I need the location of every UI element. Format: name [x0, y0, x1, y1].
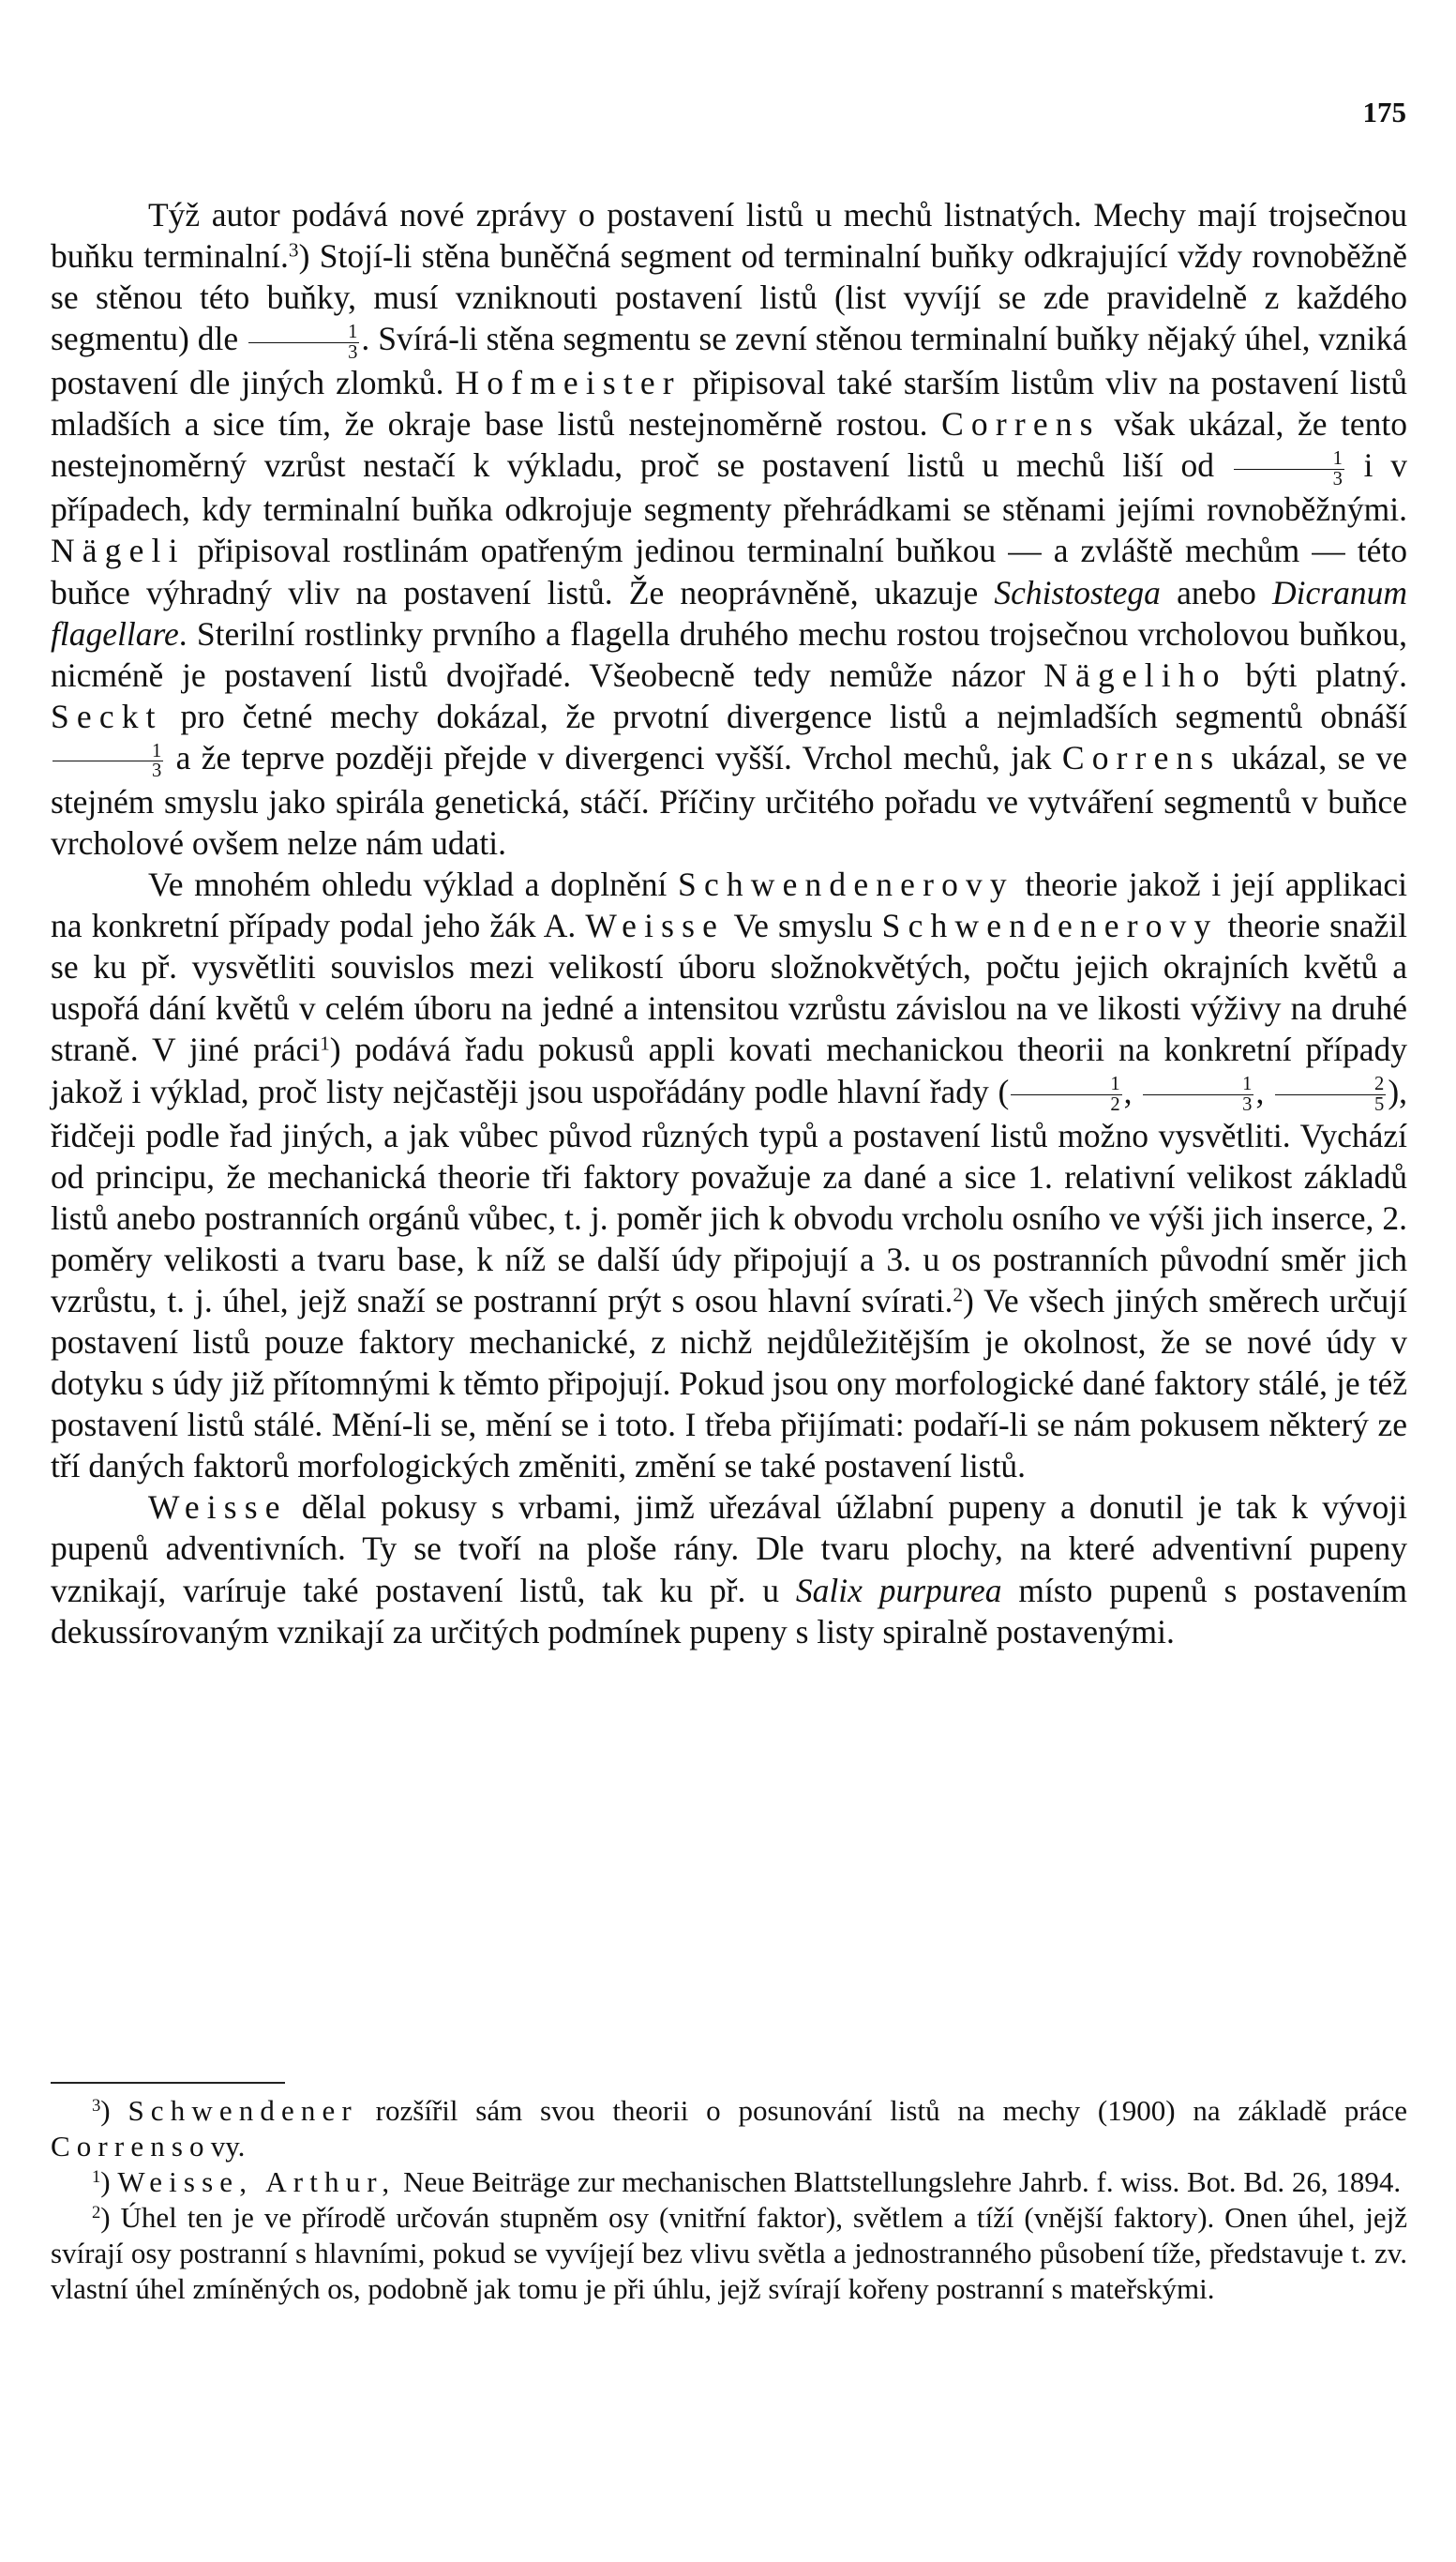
- fraction: [1275, 1075, 1386, 1114]
- footnote: [51, 2093, 1407, 2164]
- spaced-name: Correns: [941, 405, 1101, 444]
- footnote-ref: 3: [92, 2095, 101, 2116]
- text-run: rozšířil sám svou theorii o posunování listů na mechy (1900) na základě práce: [357, 2094, 1407, 2127]
- fraction-numerator: 1: [248, 323, 359, 343]
- spaced-name: Schwendener: [128, 2094, 358, 2127]
- footnote: [51, 2200, 1407, 2307]
- footnote-ref: 1: [92, 2166, 101, 2187]
- fraction: [248, 323, 359, 362]
- text-run: dělal pokusy s vrbami, jimž uřezával úžlabní pupeny a donutil je tak k vývoji pupenů adventivních. Ty se tvoří na ploše rány. Dle tvaru plochy, na které adventivní pupeny vznikají, varíruje také postavení listů, tak ku př. u: [51, 1488, 1407, 1609]
- fraction-denominator: 3: [1332, 468, 1343, 490]
- spaced-name: Correns: [1061, 738, 1222, 776]
- footnote: [51, 2164, 1407, 2200]
- text-run: ) Stojí-li stěna buněčná segment od terminalní buňky odkrajující vždy rovnoběžně se stěnou této buňky, musí vzniknouti postavení listů (list vyvíjí se zde pravidelně z každého segmentu) dle: [51, 237, 1407, 358]
- text-run: připisoval rostlinám opatřeným jedinou terminalní buňkou — a zvláště mechům — této buňce výhradný vliv na postavení listů. Že neoprávněně, ukazuje: [51, 532, 1407, 611]
- footnote-ref: 3: [288, 238, 299, 262]
- text-run: i v případech, kdy terminalní buňka odkrojuje segmenty přehrádkami se stěnami jejími rovnoběžnými.: [51, 446, 1407, 529]
- paragraph: [51, 194, 1407, 864]
- text-run: však ukázal, že tento nestejnoměrný vzrůst nestačí k výkladu, proč se postavení listů u mechů liší od: [51, 405, 1408, 485]
- spaced-name: Nägeliho: [1043, 656, 1227, 694]
- fraction-numerator: 1: [1011, 1075, 1121, 1095]
- footnotes: [51, 2093, 1407, 2307]
- spaced-name: Correnso: [51, 2130, 211, 2163]
- fraction-numerator: 1: [1143, 1075, 1253, 1095]
- text-run: místo pupenů s postavením dekussírovaným vznikají za určitých podmínek pupeny s listy spiralně postavenými.: [51, 1571, 1407, 1650]
- text-run: ): [100, 2094, 128, 2127]
- text-run: ): [100, 2165, 118, 2198]
- body-text: [51, 194, 1407, 1652]
- fraction: [1234, 449, 1344, 489]
- text-run: Týž autor podává nové zprávy o postavení listů u mechů listnatých. Mechy mají trojsečnou buňku terminalní.: [51, 196, 1407, 276]
- fraction-denominator: 3: [1242, 1093, 1253, 1115]
- footnote-ref: 2: [953, 1283, 964, 1306]
- page-number: 175: [1362, 96, 1406, 128]
- text-run: theorie snažil se ku př. vysvětliti souvislos mezi velikostí úboru složnokvětých, počtu jejich okrajních květů a uspořá dání květů v celém úboru na jedné a intensitou vzrůstu závislou na ve likosti výživy na druhé straně. V jiné práci: [51, 907, 1407, 1069]
- text-run: Ve mnohém ohledu výklad a doplnění: [148, 866, 679, 904]
- fraction-denominator: 2: [1110, 1093, 1120, 1115]
- text-run: ) Úhel ten je ve přírodě určován stupněm osy (vnitřní faktor), světlem a tíží (vnější faktory). Onen úhel, jejž svírají osy postranní s hlavními, pokud se vyvíjejí bez vlivu světla a jednostranného působení tíže, představuje t. zv. vlastní úhel zmíněných os, podobně jak tomu je při úhlu, jejž svírají kořeny postranní s mateřskými.: [51, 2201, 1407, 2305]
- paragraph: [51, 1486, 1407, 1651]
- text-run: vy.: [210, 2130, 246, 2163]
- spaced-name: Weisse: [148, 1488, 288, 1527]
- fraction-numerator: 2: [1275, 1075, 1386, 1095]
- fraction-denominator: 3: [348, 341, 358, 363]
- fraction-numerator: 1: [53, 742, 163, 762]
- text-run: anebo: [1160, 573, 1273, 611]
- fraction: [1143, 1075, 1253, 1114]
- spaced-name: Weisse, Arthur,: [117, 2165, 397, 2198]
- paragraph: [51, 864, 1407, 1486]
- fraction-denominator: 5: [1374, 1093, 1385, 1115]
- footnote-divider: [51, 2082, 285, 2084]
- text-run: a že teprve později přejde v divergenci vyšší. Vrchol mechů, jak: [165, 738, 1062, 776]
- footnote-ref: 1: [320, 1032, 330, 1055]
- spaced-name: Hofmeister: [455, 364, 682, 402]
- spaced-name: Schwendenerovy: [678, 866, 1014, 904]
- spaced-name: Nägeli: [51, 532, 186, 570]
- spaced-name: Weisse: [585, 907, 726, 945]
- italic-text: Dicranum flagellare: [51, 573, 1407, 653]
- spaced-name: Schwendenerovy: [881, 907, 1219, 945]
- text-run: ), řidčeji podle řad jiných, a jak vůbec původ různých typů a postavení listů možno vysvětliti. Vychází od principu, že mechanická theorie tři faktory považuje za dané a sice 1. relativní velikost základů listů anebo postranních orgánů vůbec, t. j. poměr jich k obvodu vrcholu osního ve výši jich inserce, 2. poměry velikosti a tvaru base, k níž se další údy připojují a 3. u os postranních původní směr jich vzrůstu, t. j. úhel, jejž snaží se postranní prýt s osou hlavní svírati.: [51, 1072, 1408, 1319]
- text-run: . Svírá-li stěna segmentu se zevní stěnou terminalní buňky nějaký úhel, vzniká postavení dle jiných zlomků.: [51, 320, 1407, 402]
- text-run: ,: [1255, 1072, 1274, 1110]
- fraction: [53, 742, 163, 781]
- text-run: pro četné mechy dokázal, že prvotní divergence listů a nejmladších segmentů obnáší: [162, 697, 1407, 735]
- text-run: ) podává řadu pokusů appli kovati mechanickou theorii na konkretní případy jakož i výklad, proč listy nejčastěji jsou uspořádány podle hlavní řady (: [51, 1031, 1407, 1110]
- spaced-name: Seckt: [51, 697, 163, 735]
- text-run: býti platný.: [1226, 656, 1407, 694]
- text-run: Ve smyslu: [725, 907, 882, 945]
- text-run: ) Ve všech jiných směrech určují postavení listů pouze faktory mechanické, z nichž nejdůležitějším je okolnost, že se nové údy v dotyku s údy již přítomnými k těmto připojují. Pokud jsou ony morfologické dané faktory stálé, je též postavení listů stálé. Mění-li se, mění se i toto. I třeba přijímati: podaří-li se nám pokusem některý ze tří daných faktorů morfologických změniti, změní se také postavení listů.: [51, 1281, 1407, 1485]
- fraction-denominator: 3: [152, 761, 162, 782]
- italic-text: Schistostega: [994, 573, 1161, 611]
- fraction-numerator: 1: [1234, 449, 1344, 470]
- text-run: ,: [1123, 1072, 1142, 1110]
- italic-text: Salix purpurea: [795, 1571, 1002, 1609]
- text-run: Neue Beiträge zur mechanischen Blattstellungslehre Jahrb. f. wiss. Bot. Bd. 26, 1894.: [396, 2165, 1402, 2198]
- fraction: [1011, 1075, 1121, 1114]
- text-run: připisoval také starším listům vliv na postavení listů mladších a sice tím, že okraje base listů nestejnoměrně rostou.: [51, 364, 1407, 444]
- text-run: . Sterilní rostlinky prvního a flagella druhého mechu rostou trojsečnou vrcholovou buňkou, nicméně je postavení listů dvojřadé. Všeobecně tedy nemůže názor: [51, 614, 1407, 694]
- text-run: ukázal, se ve stejném smyslu jako spirála genetická, stáčí. Příčiny určitého pořadu ve vytváření segmentů v buňce vrcholové ovšem nelze nám udati.: [51, 738, 1407, 862]
- footnote-ref: 2: [92, 2202, 101, 2223]
- text-run: theorie jakož i její applikaci na konkretní případy podal jeho žák A.: [51, 866, 1407, 945]
